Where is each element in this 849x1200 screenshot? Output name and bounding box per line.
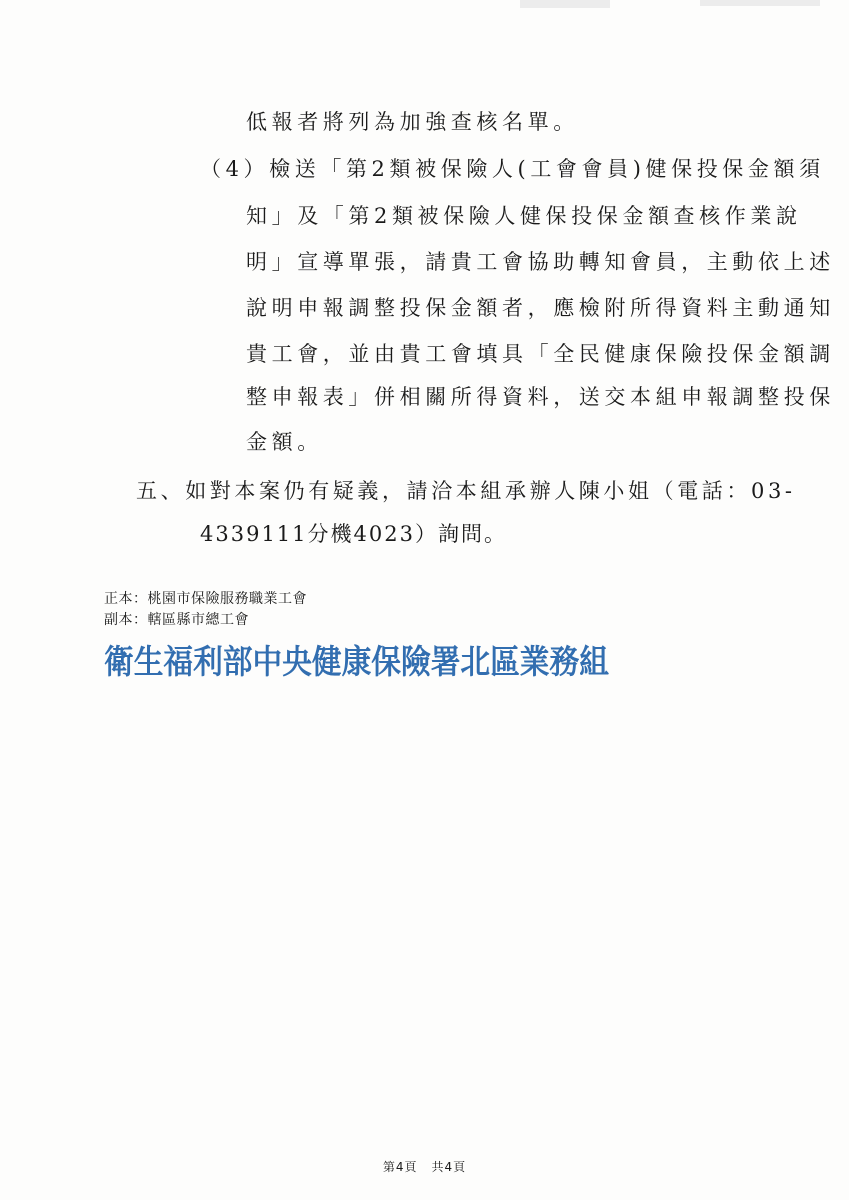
body-line-2: （4）檢送「第2類被保險人(工會會員)健保投保金額須 [200,157,825,181]
body-line-4: 明」宣導單張，請貴工會協助轉知會員，主動依上述 [246,250,835,274]
agency-seal: 衛生福利部中央健康保險署北區業務組 [104,642,609,681]
page-number: 第4頁 [382,1160,418,1174]
section-five-line-2: 4339111分機4023）詢問。 [200,522,507,546]
scan-edge-mark [700,0,820,6]
body-line-8: 金額。 [246,430,323,454]
body-line-3: 知」及「第2類被保險人健保投保金額查核作業說 [246,204,802,228]
section-five-line-1: 五、如對本案仍有疑義，請洽本組承辦人陳小姐（電話：03- [136,479,796,503]
body-line-5: 說明申報調整投保金額者，應檢附所得資料主動通知 [246,296,835,320]
body-line-6: 貴工會，並由貴工會填具「全民健康保險投保金額調 [246,342,835,366]
body-line-7: 整申報表」併相關所得資料，送交本組申報調整投保 [246,385,835,409]
original-recipient: 正本：桃園市保險服務職業工會 [104,591,307,607]
page-footer [0,1158,849,1175]
page-total: 共4頁 [431,1160,467,1174]
bleed-through [600,118,625,147]
copy-recipient: 副本：轄區縣市總工會 [104,612,249,628]
scan-edge-mark [520,0,610,8]
body-line-1: 低報者將列為加強查核名單。 [246,110,579,134]
